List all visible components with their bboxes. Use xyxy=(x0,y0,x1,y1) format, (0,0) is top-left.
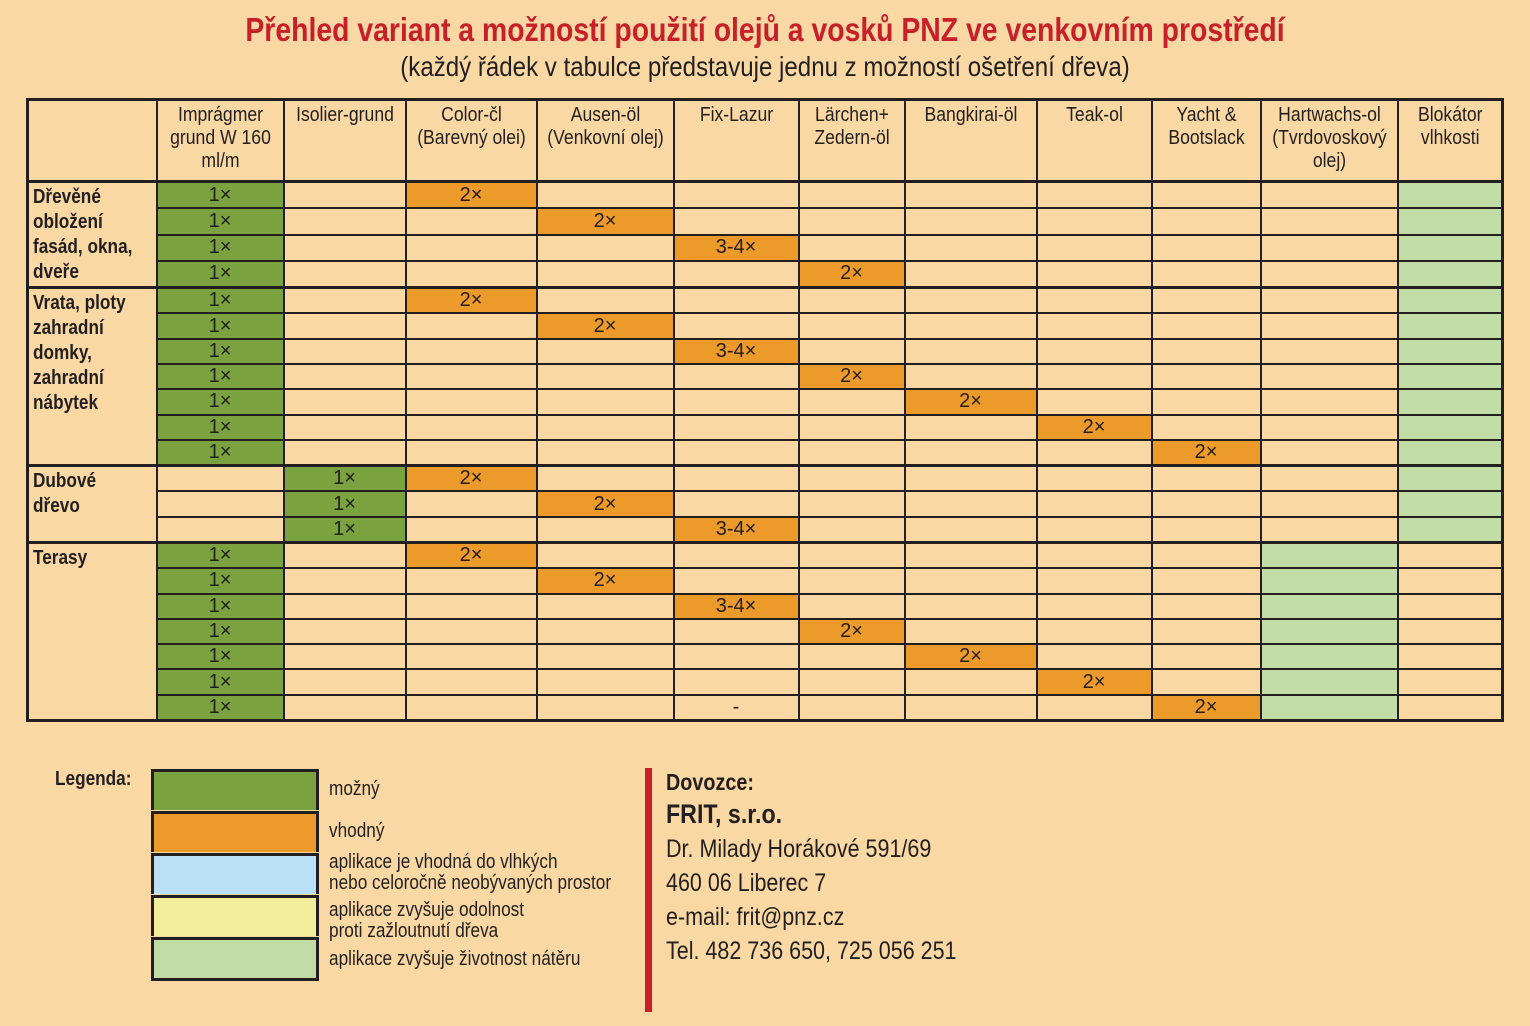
table-row xyxy=(28,182,1503,209)
table-cell: 2× xyxy=(1037,669,1152,694)
table-cell xyxy=(1152,339,1261,364)
table-cell xyxy=(674,313,799,338)
table-row xyxy=(28,542,1503,568)
table-row xyxy=(28,313,1503,338)
table-cell xyxy=(905,261,1037,288)
table-cell: 2× xyxy=(537,313,674,338)
legend-text: vhodný xyxy=(329,820,385,842)
table-cell xyxy=(284,644,406,669)
column-header: Teak-ol xyxy=(1037,100,1152,182)
table-cell xyxy=(905,466,1037,492)
table-cell: 2× xyxy=(406,288,537,314)
table-cell: 2× xyxy=(537,491,674,516)
table-cell xyxy=(1398,415,1503,440)
table-cell xyxy=(799,208,905,234)
table-row xyxy=(28,261,1503,288)
table-cell: 3-4× xyxy=(674,594,799,619)
column-header: Hartwachs-ol (Tvrdovoskový olej) xyxy=(1261,100,1398,182)
table-row xyxy=(28,364,1503,389)
importer-company: FRIT, s.r.o. xyxy=(666,799,783,829)
table-cell xyxy=(1398,364,1503,389)
table-cell: 1× xyxy=(157,364,284,389)
table-cell xyxy=(799,440,905,466)
table-cell: 3-4× xyxy=(674,339,799,364)
table-cell xyxy=(1152,669,1261,694)
legend-swatch xyxy=(151,811,319,852)
table-cell xyxy=(1152,182,1261,209)
table-cell xyxy=(284,594,406,619)
table-cell: 3-4× xyxy=(674,235,799,261)
table-cell xyxy=(905,517,1037,543)
table-cell xyxy=(1398,669,1503,694)
table-cell xyxy=(284,389,406,414)
table-cell xyxy=(799,235,905,261)
column-header: Ausen-öl (Venkovní olej) xyxy=(537,100,674,182)
table-cell: 1× xyxy=(157,644,284,669)
table-cell xyxy=(1037,491,1152,516)
table-cell xyxy=(674,619,799,644)
table-cell xyxy=(284,695,406,721)
table-cell xyxy=(799,339,905,364)
table-cell xyxy=(1261,313,1398,338)
table-cell xyxy=(1261,568,1398,593)
table-cell xyxy=(1261,542,1398,568)
table-cell: 2× xyxy=(537,568,674,593)
table-cell xyxy=(905,594,1037,619)
table-cell xyxy=(905,695,1037,721)
table-cell xyxy=(1037,182,1152,209)
table-cell xyxy=(284,568,406,593)
variants-table xyxy=(26,98,1504,722)
table-cell xyxy=(1152,261,1261,288)
table-cell: 2× xyxy=(1037,415,1152,440)
table-cell xyxy=(674,542,799,568)
table-cell xyxy=(157,517,284,543)
table-cell xyxy=(284,208,406,234)
table-cell xyxy=(284,364,406,389)
table-cell xyxy=(537,235,674,261)
table-cell xyxy=(799,669,905,694)
table-cell: 1× xyxy=(284,491,406,516)
table-body xyxy=(28,182,1503,721)
table-cell xyxy=(1037,288,1152,314)
table-cell xyxy=(406,619,537,644)
table-cell xyxy=(674,644,799,669)
importer-label: Dovozce: xyxy=(666,769,754,795)
table-row xyxy=(28,235,1503,261)
table-cell xyxy=(1398,594,1503,619)
table-cell: 1× xyxy=(157,669,284,694)
legend xyxy=(151,769,612,979)
table-cell: 1× xyxy=(157,619,284,644)
table-cell xyxy=(1398,619,1503,644)
table-cell xyxy=(674,466,799,492)
table-cell xyxy=(537,517,674,543)
table-cell xyxy=(1398,491,1503,516)
column-header: Fix-Lazur xyxy=(674,100,799,182)
legend-text: aplikace je vhodná do vlhkých nebo celoročně neobývaných prostor xyxy=(329,851,612,894)
table-row xyxy=(28,389,1503,414)
table-cell xyxy=(406,440,537,466)
table-cell xyxy=(406,695,537,721)
table-cell xyxy=(1152,288,1261,314)
page-title: Přehled variant a možností použití olejů a vosků PNZ ve venkovním prostředí xyxy=(245,11,1285,48)
table-cell xyxy=(674,288,799,314)
table-cell xyxy=(406,235,537,261)
table-cell xyxy=(406,644,537,669)
table-cell xyxy=(799,466,905,492)
table-cell xyxy=(799,415,905,440)
column-header: Blokátor vlhkosti xyxy=(1398,100,1503,182)
table-cell: 2× xyxy=(406,182,537,209)
table-cell xyxy=(406,568,537,593)
table-cell xyxy=(1152,517,1261,543)
table-cell xyxy=(674,182,799,209)
table-cell xyxy=(1152,644,1261,669)
table-header-row xyxy=(28,100,1503,182)
table-cell xyxy=(1152,364,1261,389)
table-cell xyxy=(1037,542,1152,568)
table-cell xyxy=(1152,619,1261,644)
table-cell xyxy=(284,669,406,694)
table-cell xyxy=(1261,288,1398,314)
column-header: Bangkirai-öl xyxy=(905,100,1037,182)
table-cell xyxy=(537,466,674,492)
table-cell xyxy=(284,313,406,338)
table-cell: 1× xyxy=(157,208,284,234)
table-cell: 2× xyxy=(1152,695,1261,721)
table-cell xyxy=(799,288,905,314)
table-cell xyxy=(1261,517,1398,543)
table-row xyxy=(28,568,1503,593)
importer-contact xyxy=(666,768,1004,968)
table-row xyxy=(28,440,1503,466)
table-cell: - xyxy=(674,695,799,721)
table-cell xyxy=(406,208,537,234)
table-cell xyxy=(1261,440,1398,466)
legend-item xyxy=(151,895,525,942)
table-cell xyxy=(406,517,537,543)
header-corner xyxy=(28,100,157,182)
table-cell xyxy=(1037,568,1152,593)
table-cell xyxy=(406,389,537,414)
table-cell xyxy=(1398,542,1503,568)
table-cell xyxy=(674,568,799,593)
table-row xyxy=(28,669,1503,694)
table-cell: 1× xyxy=(157,594,284,619)
table-cell: 1× xyxy=(157,261,284,288)
legend-item xyxy=(151,937,581,979)
table-cell: 2× xyxy=(905,389,1037,414)
table-cell xyxy=(905,415,1037,440)
divider-line xyxy=(645,768,652,1012)
table-cell: 1× xyxy=(157,415,284,440)
table-cell xyxy=(1152,568,1261,593)
table-cell xyxy=(905,208,1037,234)
legend-item xyxy=(151,769,380,811)
table-cell xyxy=(1152,389,1261,414)
table-row xyxy=(28,594,1503,619)
table-cell: 1× xyxy=(157,339,284,364)
table-cell xyxy=(1261,261,1398,288)
table-cell xyxy=(799,695,905,721)
table-cell xyxy=(1152,491,1261,516)
column-header: Yacht & Bootslack xyxy=(1152,100,1261,182)
table-cell: 3-4× xyxy=(674,517,799,543)
legend-item xyxy=(151,811,385,853)
table-cell xyxy=(406,669,537,694)
table-cell xyxy=(406,594,537,619)
table-cell xyxy=(1261,415,1398,440)
table-cell xyxy=(905,235,1037,261)
table-cell: 1× xyxy=(157,695,284,721)
table-cell xyxy=(905,182,1037,209)
table-cell xyxy=(537,415,674,440)
category-label: Dubové dřevo xyxy=(28,466,157,543)
table-cell: 2× xyxy=(406,466,537,492)
table-cell xyxy=(537,644,674,669)
table-cell xyxy=(799,182,905,209)
table-cell xyxy=(905,440,1037,466)
table-cell xyxy=(674,415,799,440)
table-cell xyxy=(905,619,1037,644)
table-cell xyxy=(1037,440,1152,466)
table-cell xyxy=(1261,339,1398,364)
table-cell xyxy=(1037,695,1152,721)
table-cell xyxy=(1037,644,1152,669)
table-cell xyxy=(1398,644,1503,669)
table-cell xyxy=(284,542,406,568)
table-cell xyxy=(1037,261,1152,288)
table-cell xyxy=(406,261,537,288)
table-cell xyxy=(905,313,1037,338)
table-cell: 1× xyxy=(157,568,284,593)
table-cell xyxy=(1261,364,1398,389)
table-cell: 1× xyxy=(157,542,284,568)
table-cell xyxy=(1398,568,1503,593)
table-row xyxy=(28,491,1503,516)
table-cell xyxy=(1398,517,1503,543)
table-cell xyxy=(674,208,799,234)
table-row xyxy=(28,415,1503,440)
legend-item xyxy=(151,851,612,895)
table-cell xyxy=(674,389,799,414)
table-cell xyxy=(1261,466,1398,492)
table-cell xyxy=(799,313,905,338)
importer-address-street: Dr. Milady Horákové 591/69 xyxy=(666,835,932,863)
table-cell xyxy=(537,594,674,619)
table-row xyxy=(28,288,1503,314)
table-cell xyxy=(1037,339,1152,364)
table-cell: 1× xyxy=(157,389,284,414)
table-cell: 2× xyxy=(799,364,905,389)
table-cell xyxy=(1037,235,1152,261)
table-cell: 1× xyxy=(284,517,406,543)
table-row xyxy=(28,339,1503,364)
table-cell: 1× xyxy=(284,466,406,492)
legend-swatch xyxy=(151,937,319,981)
table-cell: 2× xyxy=(799,261,905,288)
table-cell xyxy=(1398,339,1503,364)
table-cell xyxy=(1398,235,1503,261)
legend-swatch xyxy=(151,769,319,810)
table-cell xyxy=(1037,517,1152,543)
table-cell xyxy=(799,389,905,414)
table-cell xyxy=(905,669,1037,694)
table-cell: 1× xyxy=(157,182,284,209)
table-cell xyxy=(406,491,537,516)
table-row xyxy=(28,466,1503,492)
table-row xyxy=(28,644,1503,669)
table-cell xyxy=(1398,182,1503,209)
table-cell xyxy=(1261,208,1398,234)
table-cell: 1× xyxy=(157,288,284,314)
table-cell xyxy=(905,568,1037,593)
table-cell: 1× xyxy=(157,313,284,338)
table-cell xyxy=(537,288,674,314)
table-cell xyxy=(537,440,674,466)
legend-swatch xyxy=(151,895,319,936)
table-cell xyxy=(905,339,1037,364)
table-cell xyxy=(284,288,406,314)
table-cell xyxy=(537,261,674,288)
table-cell xyxy=(1037,389,1152,414)
page-subtitle: (každý řádek v tabulce představuje jednu z možností ošetření dřeva) xyxy=(400,51,1130,82)
table-cell xyxy=(1261,695,1398,721)
legend-label: Legenda: xyxy=(55,768,132,790)
table-cell xyxy=(1261,182,1398,209)
table-cell xyxy=(284,415,406,440)
table-cell xyxy=(674,440,799,466)
table-cell xyxy=(799,542,905,568)
importer-phone: Tel. 482 736 650, 725 056 251 xyxy=(666,937,957,965)
table-cell xyxy=(537,339,674,364)
table-cell xyxy=(284,235,406,261)
table-cell xyxy=(1261,644,1398,669)
table-cell xyxy=(1398,466,1503,492)
table-cell xyxy=(1152,594,1261,619)
table-cell xyxy=(1398,288,1503,314)
table-cell xyxy=(1037,313,1152,338)
table-cell xyxy=(799,491,905,516)
table-cell xyxy=(1398,208,1503,234)
table-cell xyxy=(905,542,1037,568)
table-cell xyxy=(799,517,905,543)
table-cell xyxy=(799,594,905,619)
table-cell xyxy=(157,491,284,516)
table-cell xyxy=(284,440,406,466)
table-cell xyxy=(537,389,674,414)
table-cell xyxy=(1152,415,1261,440)
column-header: Imprágmer grund W 160 ml/m xyxy=(157,100,284,182)
legend-text: možný xyxy=(329,778,380,800)
table-cell xyxy=(1261,389,1398,414)
table-cell xyxy=(1152,466,1261,492)
table-cell xyxy=(157,466,284,492)
table-cell: 2× xyxy=(905,644,1037,669)
table-cell xyxy=(537,364,674,389)
category-label: Dřevěné obložení fasád, okna, dveře xyxy=(28,182,157,288)
table-cell xyxy=(905,364,1037,389)
table-cell xyxy=(406,339,537,364)
table-cell xyxy=(1398,389,1503,414)
table-cell xyxy=(1037,619,1152,644)
table-cell xyxy=(1152,235,1261,261)
table-cell xyxy=(1398,313,1503,338)
table-cell xyxy=(1261,491,1398,516)
table-row xyxy=(28,695,1503,721)
table-cell xyxy=(284,182,406,209)
table-cell xyxy=(537,695,674,721)
table-cell xyxy=(1261,235,1398,261)
column-header: Isolier-grund xyxy=(284,100,406,182)
table-cell xyxy=(799,568,905,593)
table-cell: 2× xyxy=(799,619,905,644)
table-cell xyxy=(1152,208,1261,234)
table-row xyxy=(28,208,1503,234)
table-cell xyxy=(284,261,406,288)
table-cell xyxy=(1398,261,1503,288)
table-cell xyxy=(1398,440,1503,466)
importer-email: e-mail: frit@pnz.cz xyxy=(666,903,845,931)
legend-swatch xyxy=(151,853,319,894)
table-cell xyxy=(1037,208,1152,234)
category-label: Terasy xyxy=(28,542,157,720)
table-cell xyxy=(406,415,537,440)
table-cell xyxy=(406,364,537,389)
table-cell: 1× xyxy=(157,235,284,261)
table-cell xyxy=(674,491,799,516)
table-cell xyxy=(1037,466,1152,492)
table-cell xyxy=(1152,542,1261,568)
table-cell xyxy=(1261,594,1398,619)
table-cell: 1× xyxy=(157,440,284,466)
table-cell xyxy=(1037,594,1152,619)
column-header: Lärchen+ Zedern-öl xyxy=(799,100,905,182)
table-cell xyxy=(406,313,537,338)
table-cell xyxy=(905,288,1037,314)
table-cell xyxy=(905,491,1037,516)
table-cell xyxy=(1261,619,1398,644)
column-header: Color-čl (Barevný olei) xyxy=(406,100,537,182)
table-cell xyxy=(674,261,799,288)
table-row xyxy=(28,517,1503,543)
category-label: Vrata, ploty zahradní domky, zahradní nábytek xyxy=(28,288,157,466)
table-cell xyxy=(537,542,674,568)
table-cell xyxy=(1152,313,1261,338)
table-cell xyxy=(674,669,799,694)
table-cell: 2× xyxy=(406,542,537,568)
legend-text: aplikace zvyšuje životnost nátěru xyxy=(329,948,581,970)
table-cell xyxy=(284,619,406,644)
table-row xyxy=(28,619,1503,644)
legend-text: aplikace zvyšuje odolnost proti zažloutnutí dřeva xyxy=(329,899,525,942)
table-cell xyxy=(799,644,905,669)
table-cell: 2× xyxy=(1152,440,1261,466)
table-cell xyxy=(537,619,674,644)
importer-address-city: 460 06 Liberec 7 xyxy=(666,869,827,897)
table-cell xyxy=(1037,364,1152,389)
table-cell xyxy=(284,339,406,364)
table-cell xyxy=(537,669,674,694)
table-cell xyxy=(1398,695,1503,721)
table-cell: 2× xyxy=(537,208,674,234)
table-cell xyxy=(674,364,799,389)
table-cell xyxy=(1261,669,1398,694)
table-cell xyxy=(537,182,674,209)
